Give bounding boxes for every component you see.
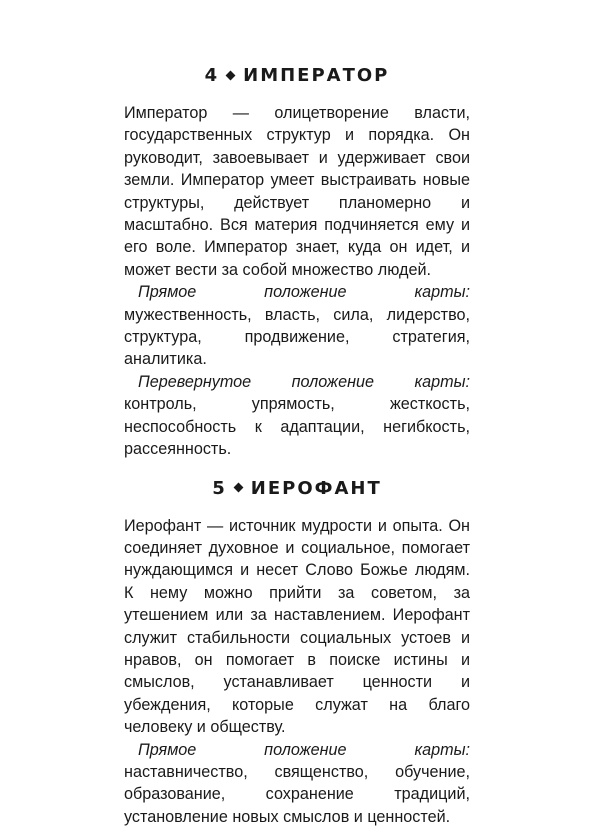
upright-text: наставничество, священство, обучение, образование, сохранение традиций, установление новых смыслов и ценностей. (124, 763, 470, 826)
section-body: Иерофант — источник мудрости и опыта. Он соединяет духовное и социальное, помогает нуждающимся и несет Слово Божье людям. К нему можно прийти за советом, за утешением или за наставлением. Иерофант служит стабильности социальных устоев и нравов, он помогает в поиске истины и смыслов, устанавливает ценности и убеждения, которые служат на благо человеку и обществу. (124, 515, 470, 739)
section-title: ИМПЕРАТОР (243, 62, 389, 90)
upright-text: мужественность, власть, сила, лидерство, структура, продвижение, стратегия, аналитика. (124, 306, 470, 369)
section-hierophant (124, 475, 470, 828)
reversed-text: контроль, упрямость, жесткость, неспособность к адаптации, негибкость, рассеянность. (124, 395, 470, 458)
section-heading (124, 62, 470, 90)
reversed-label: Перевернутое положение карты: (138, 373, 470, 391)
book-page (124, 62, 470, 828)
upright-meaning (124, 739, 470, 828)
section-title: ИЕРОФАНТ (251, 475, 382, 503)
section-number: 5 (212, 475, 227, 503)
section-heading (124, 475, 470, 503)
section-number: 4 (205, 62, 220, 90)
diamond-icon (233, 483, 243, 493)
diamond-icon (226, 70, 236, 80)
upright-label: Прямое положение карты: (138, 283, 470, 301)
section-body: Император — олицетворение власти, государственных структур и порядка. Он руководит, завоевывает и удерживает свои земли. Император умеет выстраивать новые структуры, действует планомерно и масштабно. Вся материя подчиняется ему и его воле. Император знает, куда он идет, и может вести за собой множество людей. (124, 102, 470, 281)
reversed-meaning (124, 371, 470, 461)
section-emperor (124, 62, 470, 461)
upright-label: Прямое положение карты: (138, 741, 470, 759)
upright-meaning (124, 281, 470, 371)
